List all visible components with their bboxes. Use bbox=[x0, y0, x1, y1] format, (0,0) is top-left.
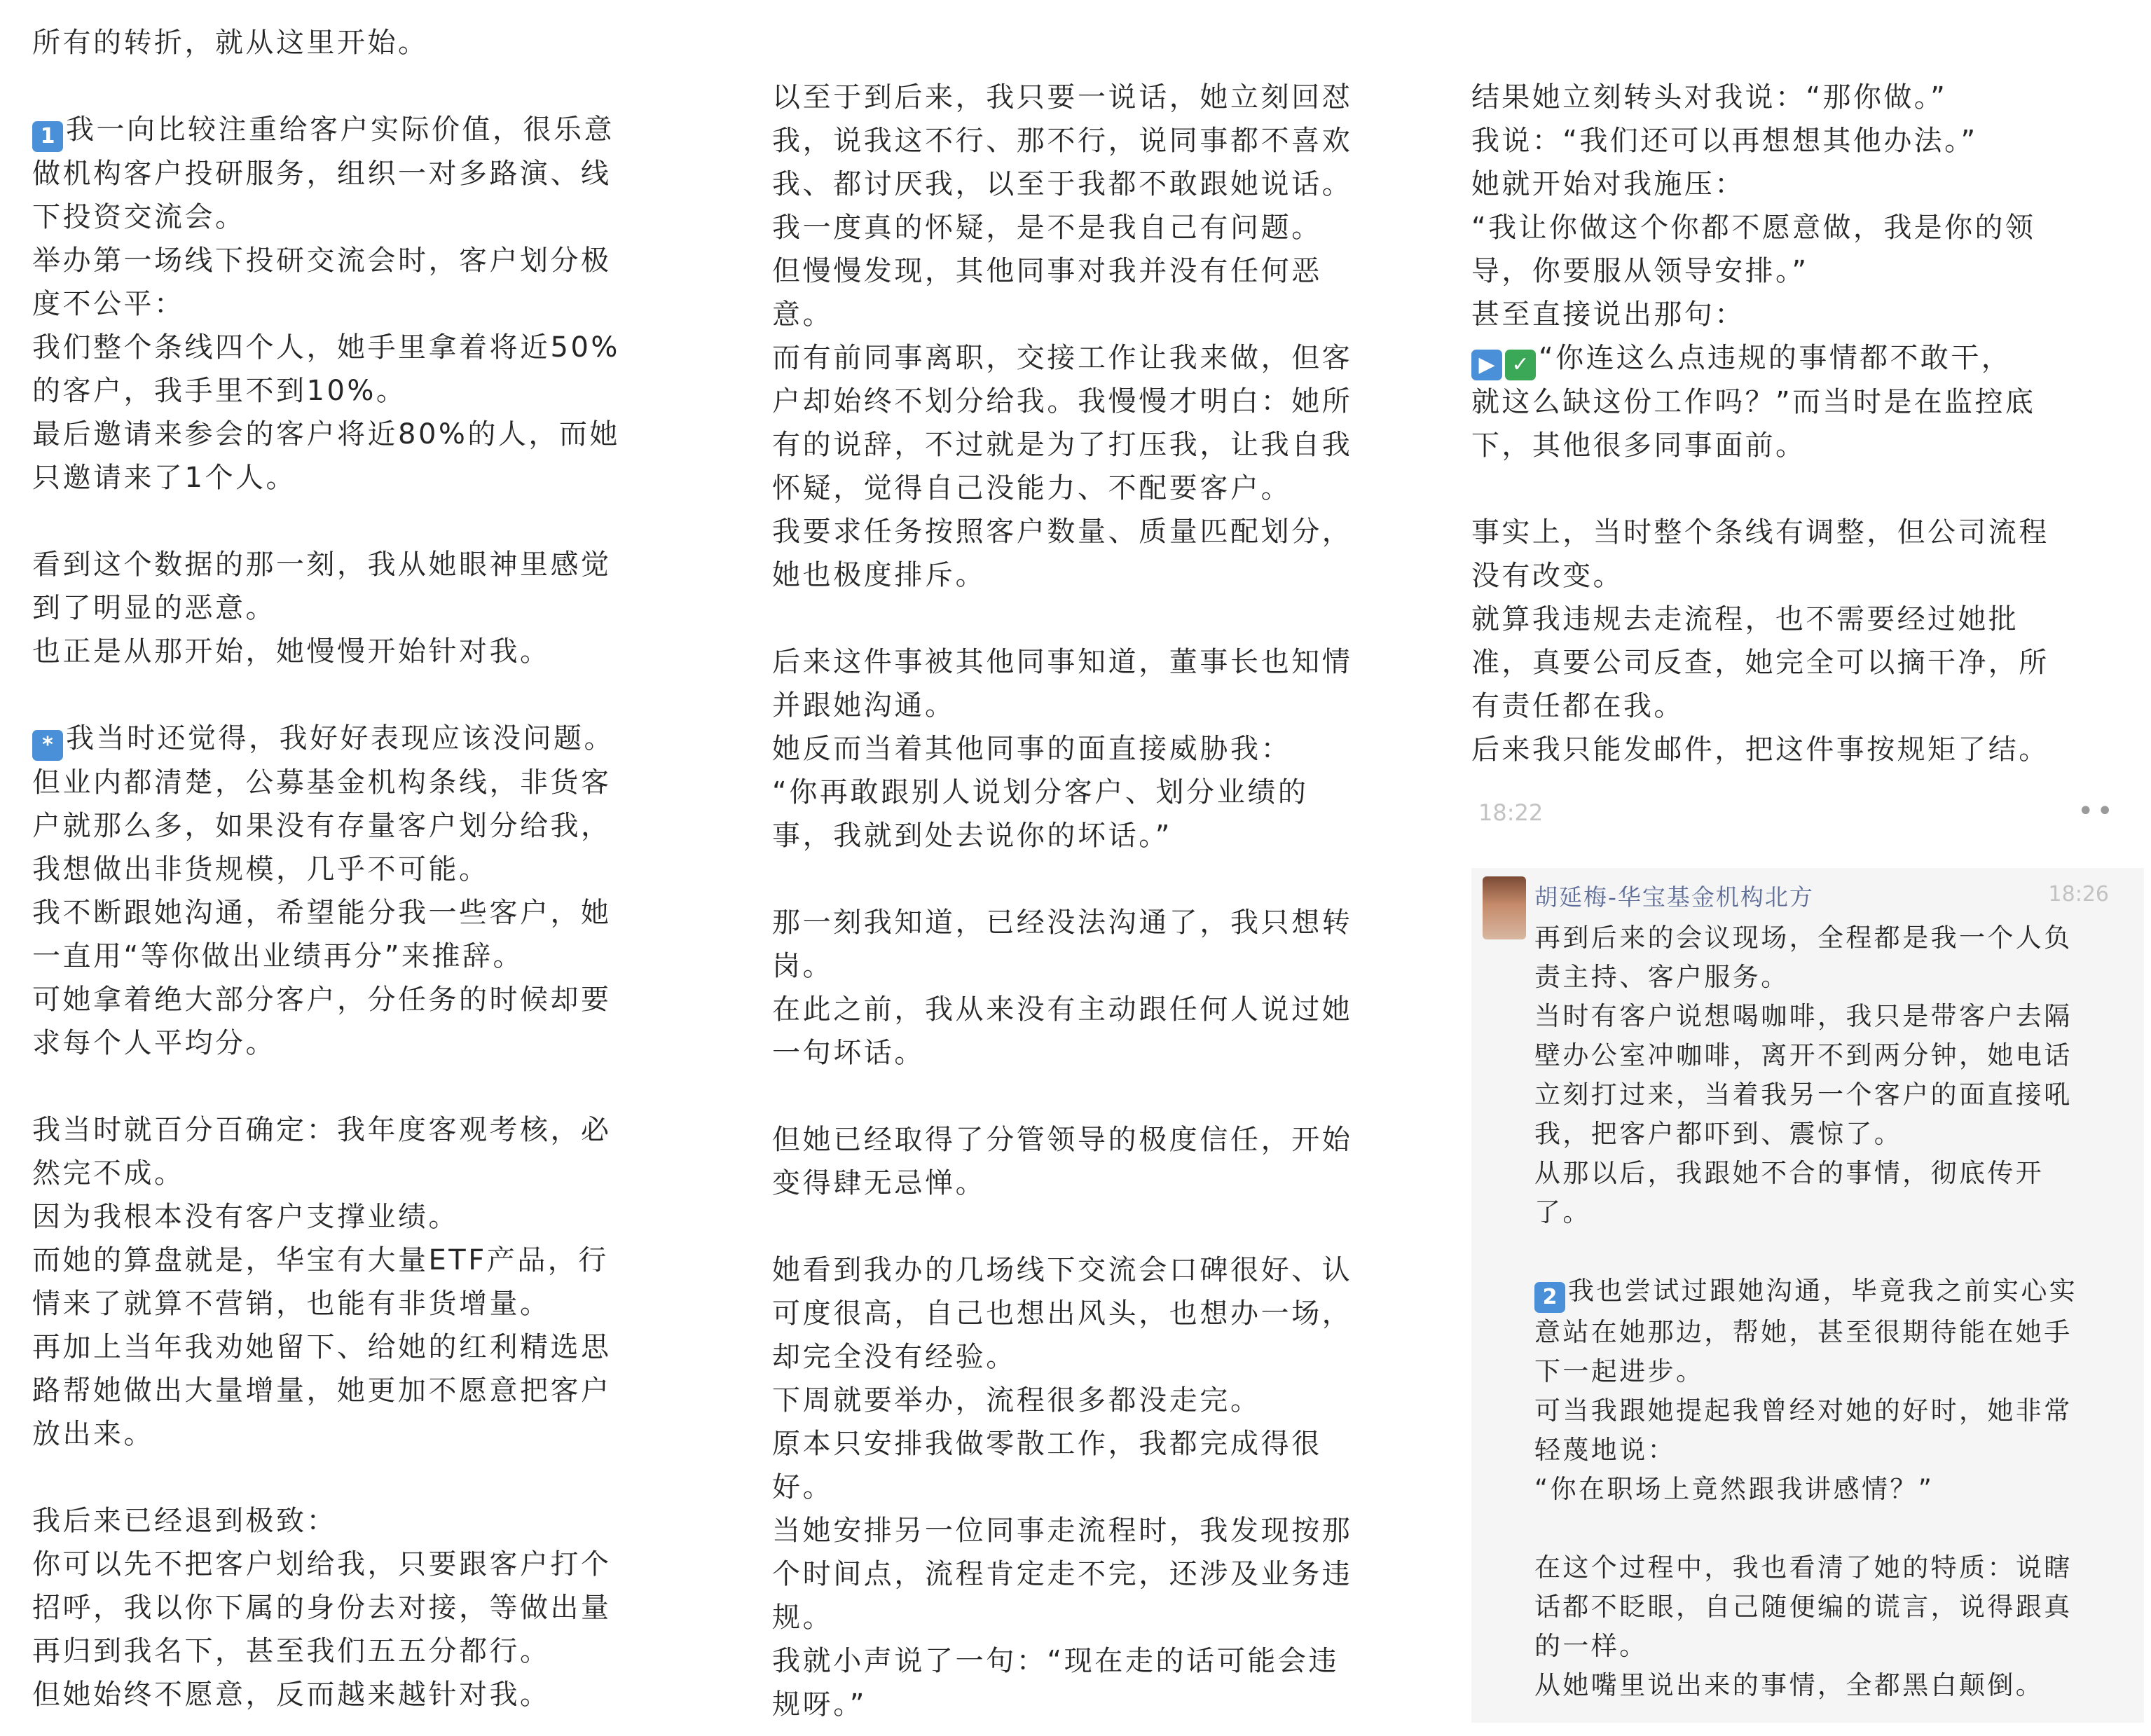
text-line: 的客户，我手里不到10%。 bbox=[32, 375, 407, 407]
text-line: * 我当时还觉得，我好好表现应该没问题。 bbox=[32, 717, 701, 761]
paragraph bbox=[32, 1108, 701, 1456]
keycap-1-icon: 1 bbox=[32, 121, 63, 152]
text-line: 最后邀请来参会的客户将近80%的人，而她 bbox=[32, 418, 620, 450]
text-line: 但她已经取得了分管领导的极度信任，开始 bbox=[772, 1124, 1353, 1156]
text-line: 2 我也尝试过跟她沟通，毕竟我之前实心实 bbox=[1534, 1272, 2130, 1313]
text-line: 到了明显的恶意。 bbox=[32, 592, 276, 624]
keycap-asterisk-icon: * bbox=[32, 730, 63, 761]
text-line: 而有前同事离职，交接工作让我来做，但客 bbox=[772, 342, 1353, 374]
sender-name[interactable]: 胡延梅-华宝基金机构北方 bbox=[1534, 883, 1814, 911]
text-line: 但她始终不愿意，反而越来越针对我。 bbox=[32, 1679, 551, 1711]
paragraph bbox=[1534, 918, 2130, 1232]
keycap-2-icon: 2 bbox=[1534, 1282, 1565, 1313]
text-line: 我们整个条线四个人，她手里拿着将近50% bbox=[32, 331, 620, 364]
text-line: 有责任都在我。 bbox=[1471, 690, 1684, 722]
paragraph bbox=[32, 21, 701, 64]
text-line: 我当时就百分百确定：我年度客观考核，必 bbox=[32, 1114, 612, 1146]
paragraph bbox=[772, 901, 1431, 1075]
text-line: 当她安排另一位同事走流程时，我发现按那 bbox=[772, 1515, 1353, 1547]
text-line: 甚至直接说出那句： bbox=[1471, 298, 1745, 331]
text-line: 怀疑，觉得自己没能力、不配要客户。 bbox=[772, 472, 1292, 504]
text-line: 招呼，我以你下属的身份去对接，等做出量 bbox=[32, 1592, 612, 1624]
text-line: ▶ ✓ “你连这么点违规的事情都不敢干， bbox=[1471, 336, 2137, 380]
text-line: 一直用“等你做出业绩再分”来推辞。 bbox=[32, 940, 523, 972]
text-line: 个时间点，流程肯定走不完，还涉及业务违 bbox=[772, 1558, 1353, 1590]
text-line: 下投资交流会。 bbox=[32, 201, 246, 233]
text-line: 再加上当年我劝她留下、给她的红利精选思 bbox=[32, 1331, 612, 1363]
text-line: 看到这个数据的那一刻，我从她眼神里感觉 bbox=[32, 549, 612, 581]
text-line: 一句坏话。 bbox=[772, 1037, 925, 1069]
text-line: 下一起进步。 bbox=[1534, 1356, 1705, 1386]
column-left bbox=[0, 0, 715, 1736]
text-line: 我说：“我们还可以再想想其他办法。” bbox=[1471, 125, 1978, 157]
text-line: 在这个过程中，我也看清了她的特质：说瞎 bbox=[1534, 1552, 2073, 1583]
paragraph bbox=[32, 108, 701, 500]
text-line: 可她拿着绝大部分客户，分任务的时候却要 bbox=[32, 984, 612, 1016]
paragraph bbox=[772, 640, 1431, 857]
text-line: 好。 bbox=[772, 1471, 834, 1503]
text-line: 可当我跟她提起我曾经对她的好时，她非常 bbox=[1534, 1396, 2073, 1426]
text-line: 规呀。” bbox=[772, 1688, 867, 1721]
paragraph bbox=[772, 1118, 1431, 1205]
text-line: 但业内都清楚，公募基金机构条线，非货客 bbox=[32, 766, 612, 799]
text-line: 放出来。 bbox=[32, 1418, 154, 1450]
text-line: 事实上，当时整个条线有调整，但公司流程 bbox=[1471, 516, 2049, 549]
text-line: 后来这件事被其他同事知道，董事长也知情 bbox=[772, 646, 1353, 678]
text-line: 并跟她沟通。 bbox=[772, 689, 956, 722]
column-middle bbox=[743, 0, 1443, 1736]
text-line: “我让你做这个你都不愿意做，我是你的领 bbox=[1471, 212, 2036, 244]
text-line: 路帮她做出大量增量，她更加不愿意把客户 bbox=[32, 1375, 612, 1407]
forwarded-message-card bbox=[1471, 868, 2144, 1723]
text-line: 再归到我名下，甚至我们五五分都行。 bbox=[32, 1635, 551, 1667]
column-right bbox=[1457, 0, 2151, 1736]
text-line: 户就那么多，如果没有存量客户划分给我， bbox=[32, 810, 612, 842]
text-line: 我就小声说了一句：“现在走的话可能会违 bbox=[772, 1645, 1340, 1677]
text-line: 因为我根本没有客户支撑业绩。 bbox=[32, 1201, 459, 1233]
text-line: 就算我违规去走流程，也不需要经过她批 bbox=[1471, 603, 2019, 635]
text-line: 在此之前，我从来没有主动跟任何人说过她 bbox=[772, 993, 1353, 1026]
paragraph bbox=[1534, 1272, 2130, 1509]
text-line: 责主持、客户服务。 bbox=[1534, 962, 1789, 992]
text-line: 意。 bbox=[772, 298, 834, 331]
text-line: 她也极度排斥。 bbox=[772, 559, 987, 591]
text-line: 她看到我办的几场线下交流会口碑很好、认 bbox=[772, 1254, 1353, 1286]
text-line: 了。 bbox=[1534, 1197, 1591, 1227]
text-line: 我，把客户都吓到、震惊了。 bbox=[1534, 1119, 1903, 1149]
text-line: 做机构客户投研服务，组织一对多路演、线 bbox=[32, 158, 612, 190]
text-line: 只邀请来了1个人。 bbox=[32, 462, 296, 494]
text-line: 规。 bbox=[772, 1601, 834, 1634]
text-line: 然完不成。 bbox=[32, 1157, 185, 1190]
text-line: 事，我就到处去说你的坏话。” bbox=[772, 820, 1173, 852]
text-line: 导，你要服从领导安排。” bbox=[1471, 255, 1809, 287]
column-right-text bbox=[1471, 76, 2137, 771]
text-line: 但慢慢发现，其他同事对我并没有任何恶 bbox=[772, 255, 1322, 287]
message-meta-row bbox=[1471, 791, 2137, 854]
text-line: 我，说我这不行、那不行，说同事都不喜欢 bbox=[772, 125, 1353, 157]
paragraph bbox=[772, 76, 1431, 597]
text-line: 没有改变。 bbox=[1471, 560, 1623, 592]
text-line: 你可以先不把客户划给我，只要跟客户打个 bbox=[32, 1548, 612, 1580]
text-line: 下周就要举办，流程很多都没走完。 bbox=[772, 1384, 1261, 1417]
text-line: 她就开始对我施压： bbox=[1471, 168, 1745, 200]
play-button-icon: ▶ bbox=[1471, 350, 1502, 380]
text-line: 所有的转折，就从这里开始。 bbox=[32, 27, 429, 59]
text-line: 后来我只能发邮件，把这件事按规矩了结。 bbox=[1471, 733, 2049, 766]
text-line: 我要求任务按照客户数量、质量匹配划分， bbox=[772, 516, 1353, 548]
text-line: 有的说辞，不过就是为了打压我，让我自我 bbox=[772, 429, 1353, 461]
text-line: 户却始终不划分给我。我慢慢才明白：她所 bbox=[772, 385, 1353, 418]
text-line: 话都不眨眼，自己随便编的谎言，说得跟真 bbox=[1534, 1592, 2073, 1622]
text-line: 原本只安排我做零散工作，我都完成得很 bbox=[772, 1428, 1322, 1460]
text-line: 她反而当着其他同事的面直接威胁我： bbox=[772, 733, 1292, 765]
text-line: 情来了就算不营销，也能有非货增量。 bbox=[32, 1288, 551, 1320]
paragraph bbox=[772, 1248, 1431, 1726]
text-line: 准，真要公司反查，她完全可以摘干净，所 bbox=[1471, 647, 2049, 679]
text-line: 求每个人平均分。 bbox=[32, 1027, 276, 1059]
message-header bbox=[1534, 872, 2130, 918]
text-line: 以至于到后来，我只要一说话，她立刻回怼 bbox=[772, 81, 1353, 113]
paragraph bbox=[32, 543, 701, 673]
text-line: 举办第一场线下投研交流会时，客户划分极 bbox=[32, 244, 612, 277]
text-line: 可度很高，自己也想出风头，也想办一场， bbox=[772, 1297, 1353, 1330]
message-body bbox=[1534, 918, 2130, 1705]
avatar[interactable] bbox=[1483, 876, 1526, 939]
text-line: 就这么缺这份工作吗？”而当时是在监控底 bbox=[1471, 386, 2036, 418]
text-line: 那一刻我知道，已经没法沟通了，我只想转 bbox=[772, 907, 1353, 939]
text-line: 1 我一向比较注重给客户实际价值，很乐意 bbox=[32, 108, 701, 152]
text-line: 当时有客户说想喝咖啡，我只是带客户去隔 bbox=[1534, 1001, 2073, 1031]
paragraph bbox=[32, 717, 701, 1065]
text-line: 岗。 bbox=[772, 950, 834, 982]
text-line: 而她的算盘就是，华宝有大量ETF产品，行 bbox=[32, 1244, 609, 1276]
text-line: 也正是从那开始，她慢慢开始针对我。 bbox=[32, 635, 551, 668]
check-mark-button-icon: ✓ bbox=[1505, 350, 1536, 380]
more-options-icon[interactable]: •• bbox=[2077, 795, 2116, 827]
paragraph bbox=[1471, 76, 2137, 467]
text-line: 我不断跟她沟通，希望能分我一些客户，她 bbox=[32, 897, 612, 929]
text-line: 再到后来的会议现场，全程都是我一个人负 bbox=[1534, 923, 2073, 953]
text-line: 下，其他很多同事面前。 bbox=[1471, 429, 1806, 462]
text-line: 我想做出非货规模，几乎不可能。 bbox=[32, 853, 490, 886]
text-line: 从那以后，我跟她不合的事情，彻底传开 bbox=[1534, 1158, 2045, 1188]
text-line: 意站在她那边，帮她，甚至很期待能在她手 bbox=[1534, 1317, 2073, 1347]
text-line: “你再敢跟别人说划分客户、划分业绩的 bbox=[772, 776, 1309, 808]
text-line: 从她嘴里说出来的事情，全都黑白颠倒。 bbox=[1534, 1670, 2045, 1700]
paragraph bbox=[1534, 1548, 2130, 1705]
message-timestamp: 18:22 bbox=[1478, 799, 1544, 826]
text-line: 却完全没有经验。 bbox=[772, 1341, 1017, 1373]
text-line: 的一样。 bbox=[1534, 1631, 1648, 1661]
text-line: 立刻打过来，当着我另一个客户的面直接吼 bbox=[1534, 1080, 2073, 1110]
message-time: 18:26 bbox=[2048, 882, 2109, 907]
text-line: 结果她立刻转头对我说：“那你做。” bbox=[1471, 81, 1948, 113]
text-line: 变得肆无忌惮。 bbox=[772, 1167, 987, 1199]
paragraph bbox=[1471, 511, 2137, 771]
paragraph bbox=[32, 1499, 701, 1716]
text-line: 度不公平： bbox=[32, 288, 185, 320]
text-line: “你在职场上竟然跟我讲感情？” bbox=[1534, 1474, 1934, 1504]
text-line: 我、都讨厌我，以至于我都不敢跟她说话。 bbox=[772, 168, 1353, 200]
text-line: 壁办公室冲咖啡，离开不到两分钟，她电话 bbox=[1534, 1040, 2073, 1070]
text-line: 我后来已经退到极致： bbox=[32, 1505, 337, 1537]
text-line: 轻蔑地说： bbox=[1534, 1435, 1676, 1465]
text-line: 我一度真的怀疑，是不是我自己有问题。 bbox=[772, 212, 1322, 244]
